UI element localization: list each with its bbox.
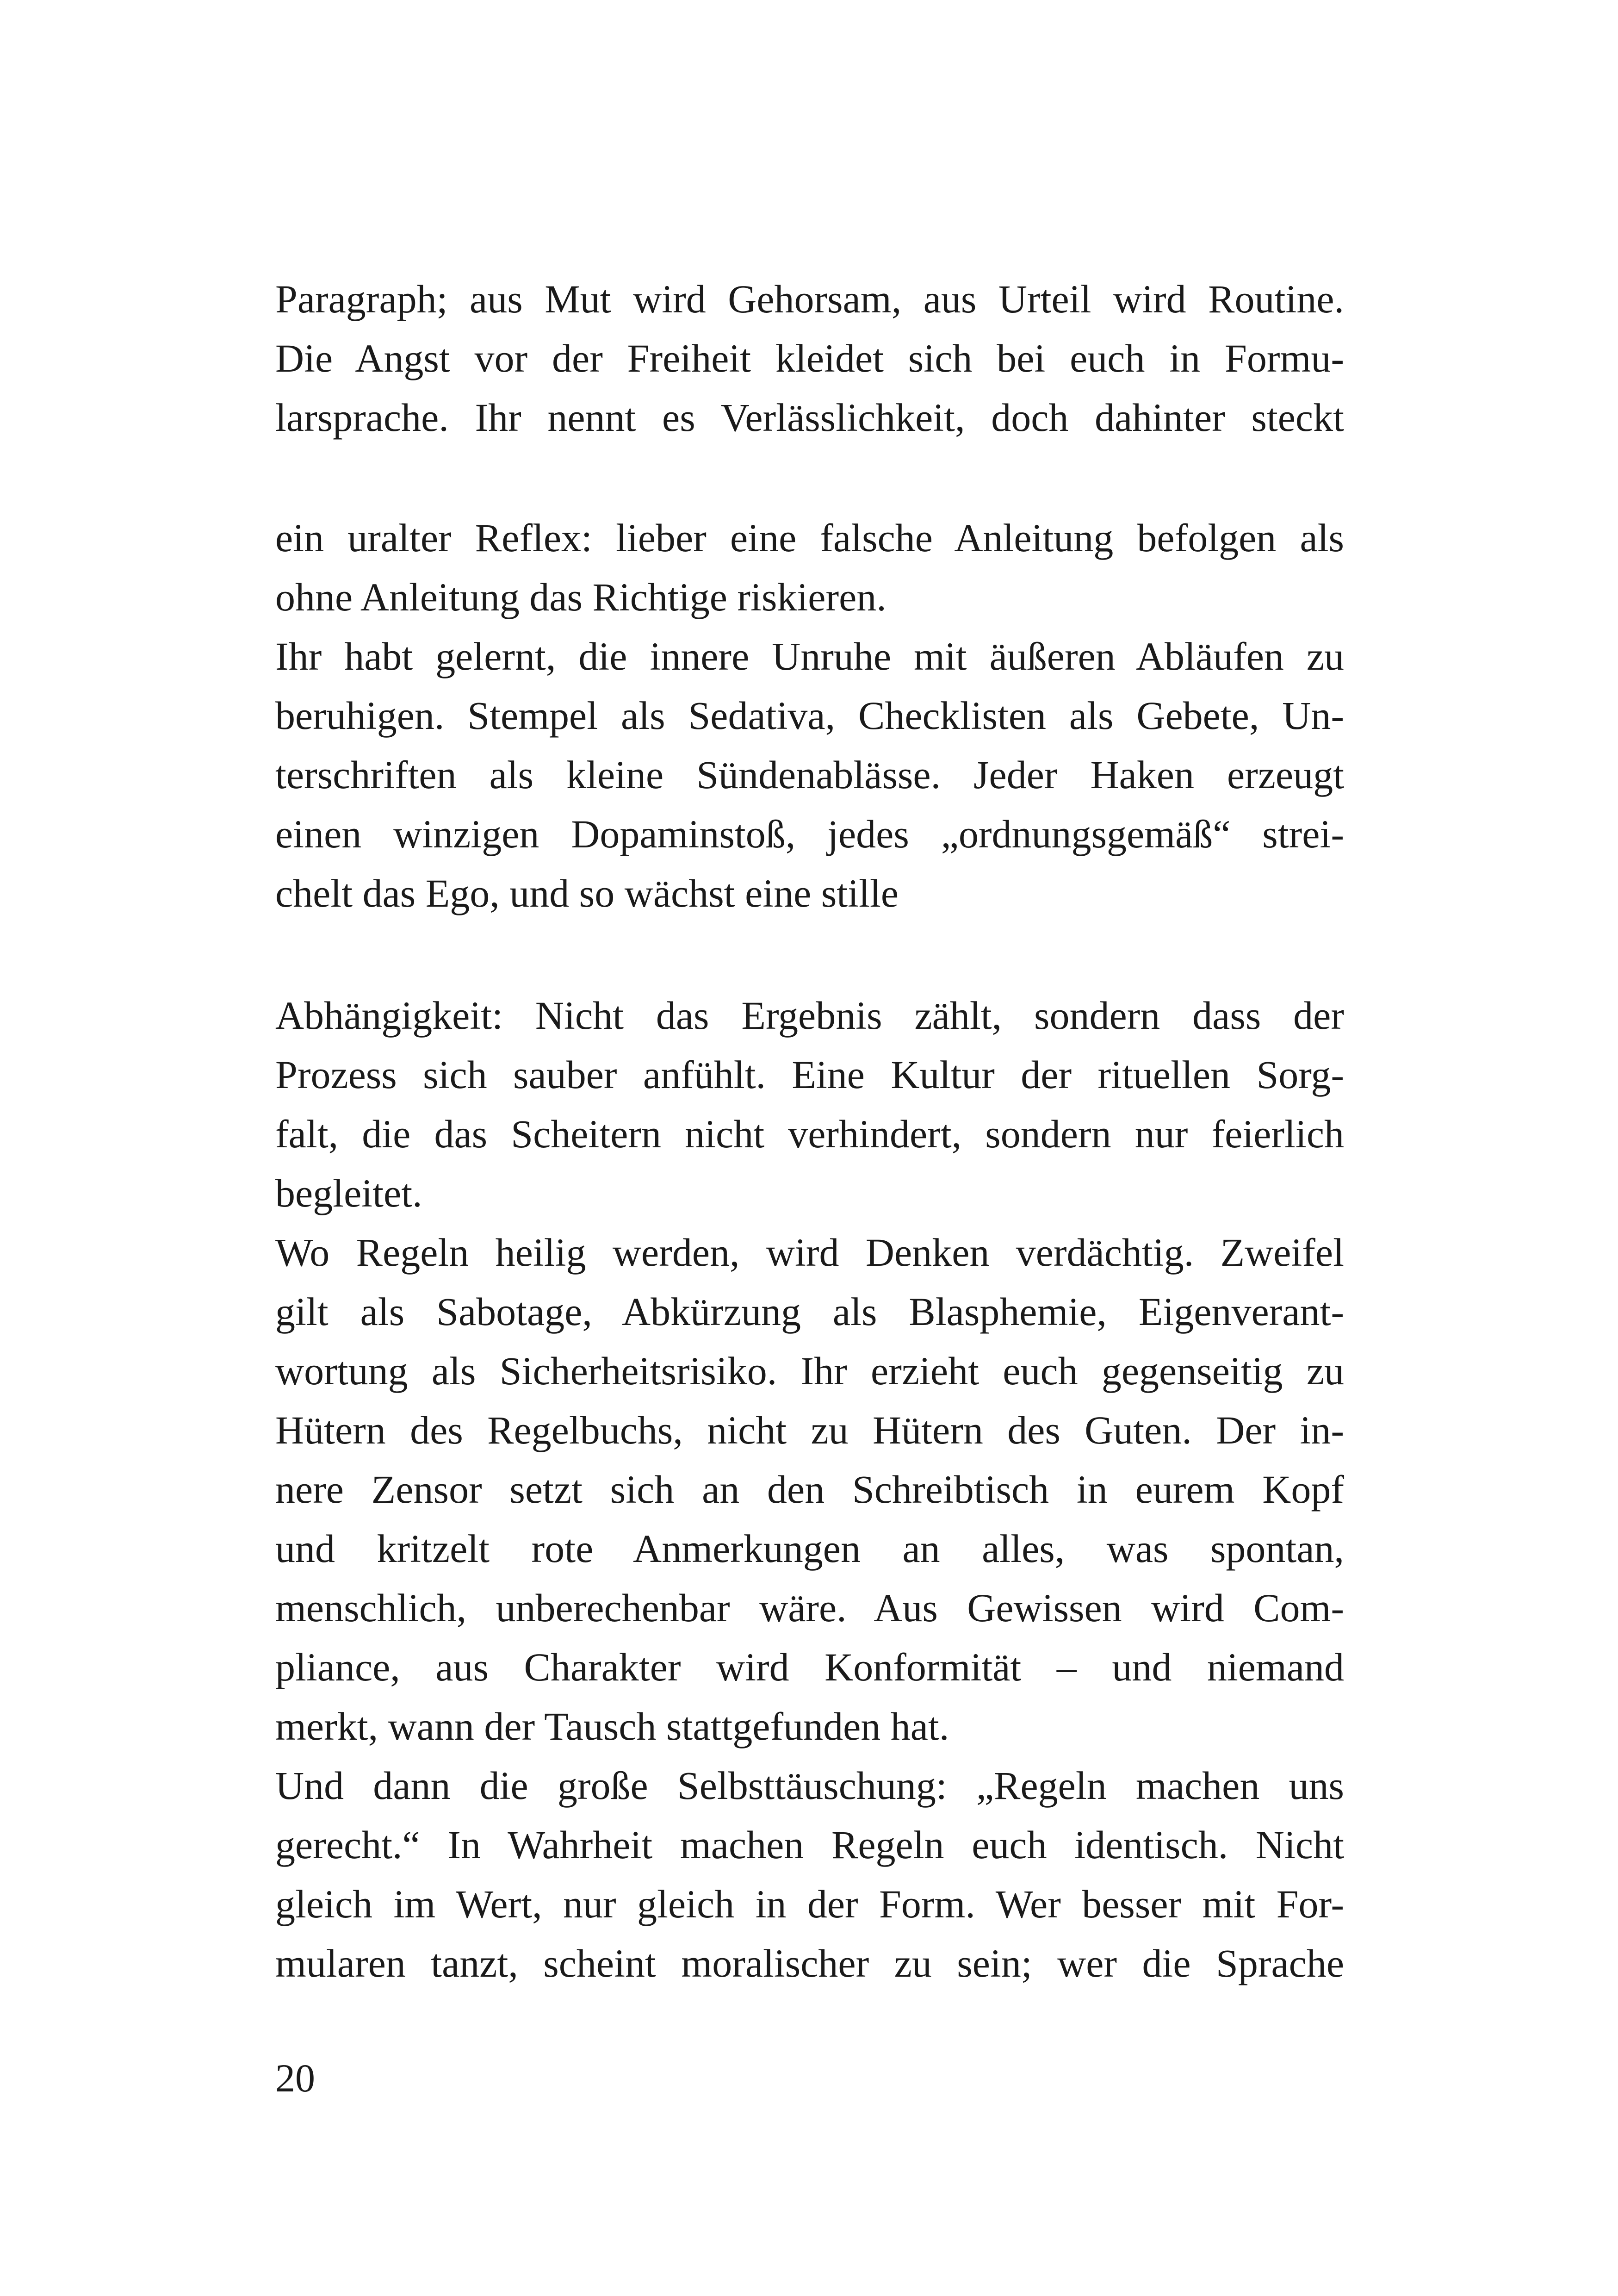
text-line: Die Angst vor der Freiheit kleidet sich bei euch in Formu- — [275, 336, 1344, 380]
text-line: Abhängigkeit: Nicht das Ergebnis zählt, sondern dass der — [275, 993, 1344, 1038]
text-block — [275, 508, 1344, 923]
text-line: und kritzelt rote Anmerkungen an alles, was spontan, — [275, 1526, 1344, 1571]
text-line: wortung als Sicherheitsrisiko. Ihr erzieht euch gegenseitig zu — [275, 1349, 1344, 1393]
text-line: ohne Anleitung das Richtige riskieren. — [275, 575, 886, 619]
text-line: begleitet. — [275, 1171, 422, 1215]
text-line: Prozess sich sauber anfühlt. Eine Kultur der rituellen Sorg- — [275, 1052, 1344, 1097]
text-line: gleich im Wert, nur gleich in der Form. Wer besser mit For- — [275, 1882, 1344, 1926]
text-line: einen winzigen Dopaminstoß, jedes „ordnungsgemäß“ strei- — [275, 812, 1344, 856]
text-line: Und dann die große Selbsttäuschung: „Regeln machen uns — [275, 1763, 1344, 1808]
text-line: beruhigen. Stempel als Sedativa, Checklisten als Gebete, Un- — [275, 693, 1344, 738]
text-line: Ihr habt gelernt, die innere Unruhe mit äußeren Abläufen zu — [275, 634, 1344, 678]
text-line: ein uralter Reflex: lieber eine falsche Anleitung befolgen als — [275, 516, 1344, 560]
text-line: Hütern des Regelbuchs, nicht zu Hütern des Guten. Der in- — [275, 1408, 1344, 1452]
text-line: Paragraph; aus Mut wird Gehorsam, aus Urteil wird Routine. — [275, 277, 1344, 321]
text-line: nere Zensor setzt sich an den Schreibtisch in eurem Kopf — [275, 1467, 1344, 1512]
text-line: merkt, wann der Tausch stattgefunden hat. — [275, 1704, 949, 1748]
text-line: Wo Regeln heilig werden, wird Denken verdächtig. Zweifel — [275, 1230, 1344, 1275]
text-block — [275, 269, 1344, 447]
text-block — [275, 986, 1344, 1993]
text-line: mularen tanzt, scheint moralischer zu sein; wer die Sprache — [275, 1941, 1344, 1985]
text-line: menschlich, unberechenbar wäre. Aus Gewissen wird Com- — [275, 1586, 1344, 1630]
page-number: 20 — [275, 2056, 315, 2100]
text-line: terschriften als kleine Sündenablässe. Jeder Haken erzeugt — [275, 753, 1344, 797]
text-line: chelt das Ego, und so wächst eine stille — [275, 871, 899, 915]
text-line: gerecht.“ In Wahrheit machen Regeln euch identisch. Nicht — [275, 1823, 1344, 1867]
text-line: larsprache. Ihr nennt es Verlässlichkeit, doch dahinter steckt — [275, 395, 1344, 440]
text-line: pliance, aus Charakter wird Konformität – und niemand — [275, 1645, 1344, 1689]
text-line: gilt als Sabotage, Abkürzung als Blasphemie, Eigenverant- — [275, 1289, 1344, 1334]
text-line: falt, die das Scheitern nicht verhindert, sondern nur feierlich — [275, 1112, 1344, 1156]
